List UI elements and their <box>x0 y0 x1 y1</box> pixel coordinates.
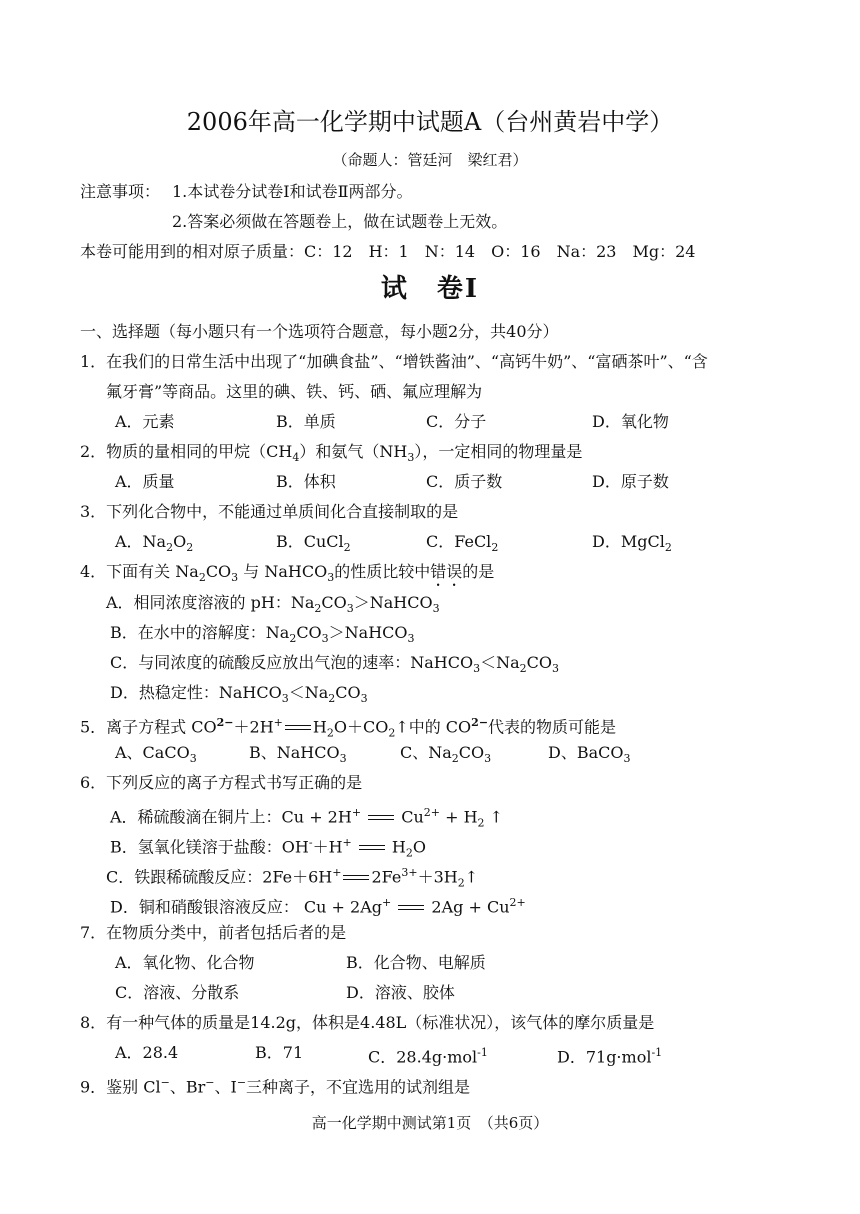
part-heading: 一、选择题（每小题只有一个选项符合题意，每小题2分，共40分） <box>80 322 559 341</box>
q5-option-c: C、$Na_2CO_3$ <box>400 743 492 766</box>
q2-option-b: B．体积 <box>276 472 336 491</box>
q1-option-d: D．氧化物 <box>592 412 669 431</box>
question-4-stem: 4．下面有关 $Na_2CO_3$ 与 NaHCO$_3$的性质比较中错误的是 <box>80 562 495 585</box>
q8-option-b: B．71 <box>255 1043 304 1062</box>
equals-sign <box>283 723 313 733</box>
notes-item-1: 1.本试卷分试卷Ⅰ和试卷Ⅱ两部分。 <box>172 182 413 201</box>
q7-option-a: A．氧化物、化合物 <box>115 953 255 972</box>
q4-option-b: B．在水中的溶解度：$Na_2CO_3>NaHCO_3$ <box>110 623 415 646</box>
q5-option-a: A、CaCO$_3$ <box>115 743 197 766</box>
question-2-stem: 2．物质的量相同的甲烷$(CH_4)$和氨气$(NH_3)$，一定相同的物理量是 <box>80 442 583 465</box>
q1-option-b: B．单质 <box>276 412 336 431</box>
question-3-stem: 3．下列化合物中，不能通过单质间化合直接制取的是 <box>80 502 459 521</box>
equals-sign <box>357 843 387 853</box>
equals-sign <box>396 903 426 913</box>
q6-option-a: A．稀硫酸滴在铜片上：Cu + 2H+ $Cu^{2+} + H_2$ ↑ <box>110 806 504 830</box>
q3-option-a: A．$Na_2O_2$ <box>115 532 194 555</box>
q8-option-d: D．71g·mol$^{-1}$ <box>557 1046 663 1067</box>
question-5-stem: 5．离子方程式 $CO^{2-}+2H^+$ $H_2O+CO_2↑$中的 $CO^{2-}$代表的物质可能是 <box>80 716 617 740</box>
q5-option-d: D、BaCO$_3$ <box>548 743 631 766</box>
q6-option-d: D．铜和硝酸银溶液反应： Cu + 2Ag+ $2Ag + Cu^{2+}$ <box>110 896 526 917</box>
q3-option-d: D．MgCl$_2$ <box>592 532 672 555</box>
question-7-stem: 7．在物质分类中，前者包括后者的是 <box>80 923 347 942</box>
q1-option-c: C．分子 <box>426 412 487 431</box>
q3-option-b: B．CuCl$_2$ <box>276 532 351 555</box>
q4-option-c: C．与同浓度的硫酸反应放出气泡的速率：$NaHCO_3<Na_2CO_3$ <box>110 653 560 676</box>
q2-option-a: A．质量 <box>115 472 175 491</box>
q4-option-d: D．热稳定性：$NaHCO_3<Na_2CO_3$ <box>110 683 368 706</box>
section-title: 试 卷Ⅰ <box>380 274 480 304</box>
q7-option-d: D．溶液、胶体 <box>346 983 455 1002</box>
question-8-stem: 8．有一种气体的质量是14.2g，体积是4.48L（标准状况），该气体的摩尔质量是 <box>80 1013 655 1032</box>
equals-sign <box>341 873 371 883</box>
q6-option-b: B．氢氧化镁溶于盐酸：OH-＋H+ $H_2O$ <box>110 836 427 860</box>
equals-sign <box>366 813 396 823</box>
author-line: （命题人：管廷河 梁红君） <box>332 151 528 169</box>
question-9-stem: 9．鉴别 Cl−、Br−、I−三种离子，不宜选用的试剂组是 <box>80 1076 471 1097</box>
page-title: 2006年高一化学期中试题A（台州黄岩中学） <box>186 108 674 136</box>
notes-item-2: 2.答案必须做在答题卷上，做在试题卷上无效。 <box>172 212 508 231</box>
q3-option-c: C．FeCl$_2$ <box>426 532 499 555</box>
q2-option-c: C．质子数 <box>426 472 503 491</box>
question-1-stem: 1．在我们的日常生活中出现了“加碘食盐”、“增铁酱油”、“高钙牛奶”、“富硒茶叶”、“含 <box>80 352 708 371</box>
page-footer: 高一化学期中测试第1页 （共6页） <box>311 1114 549 1132</box>
q8-option-c: C．28.4g·mol$^{-1}$ <box>368 1046 488 1067</box>
q6-option-c: C．铁跟稀硫酸反应：2Fe＋6H+ $2Fe^{3+}+3H_2↑$ <box>106 866 479 890</box>
q8-option-a: A．28.4 <box>115 1043 179 1062</box>
q1-option-a: A．元素 <box>115 412 175 431</box>
q7-option-c: C．溶液、分散系 <box>115 983 240 1002</box>
emphasis-dots: 错误 <box>430 562 463 581</box>
q2-option-d: D．原子数 <box>592 472 669 491</box>
q7-option-b: B．化合物、电解质 <box>346 953 486 972</box>
question-6-stem: 6．下列反应的离子方程式书写正确的是 <box>80 773 363 792</box>
q4-option-a: A．相同浓度溶液的 pH：$Na_2CO_3>NaHCO_3$ <box>106 593 440 616</box>
atomic-mass-line: 本卷可能用到的相对原子质量：C：12 H：1 N：14 O：16 Na：23 Mg：24 <box>80 242 696 261</box>
question-1-stem-cont: 氟牙膏”等商品。这里的碘、铁、钙、硒、氟应理解为 <box>106 382 483 401</box>
notes-label: 注意事项： <box>80 182 161 201</box>
q5-option-b: B、NaHCO$_3$ <box>249 743 347 766</box>
